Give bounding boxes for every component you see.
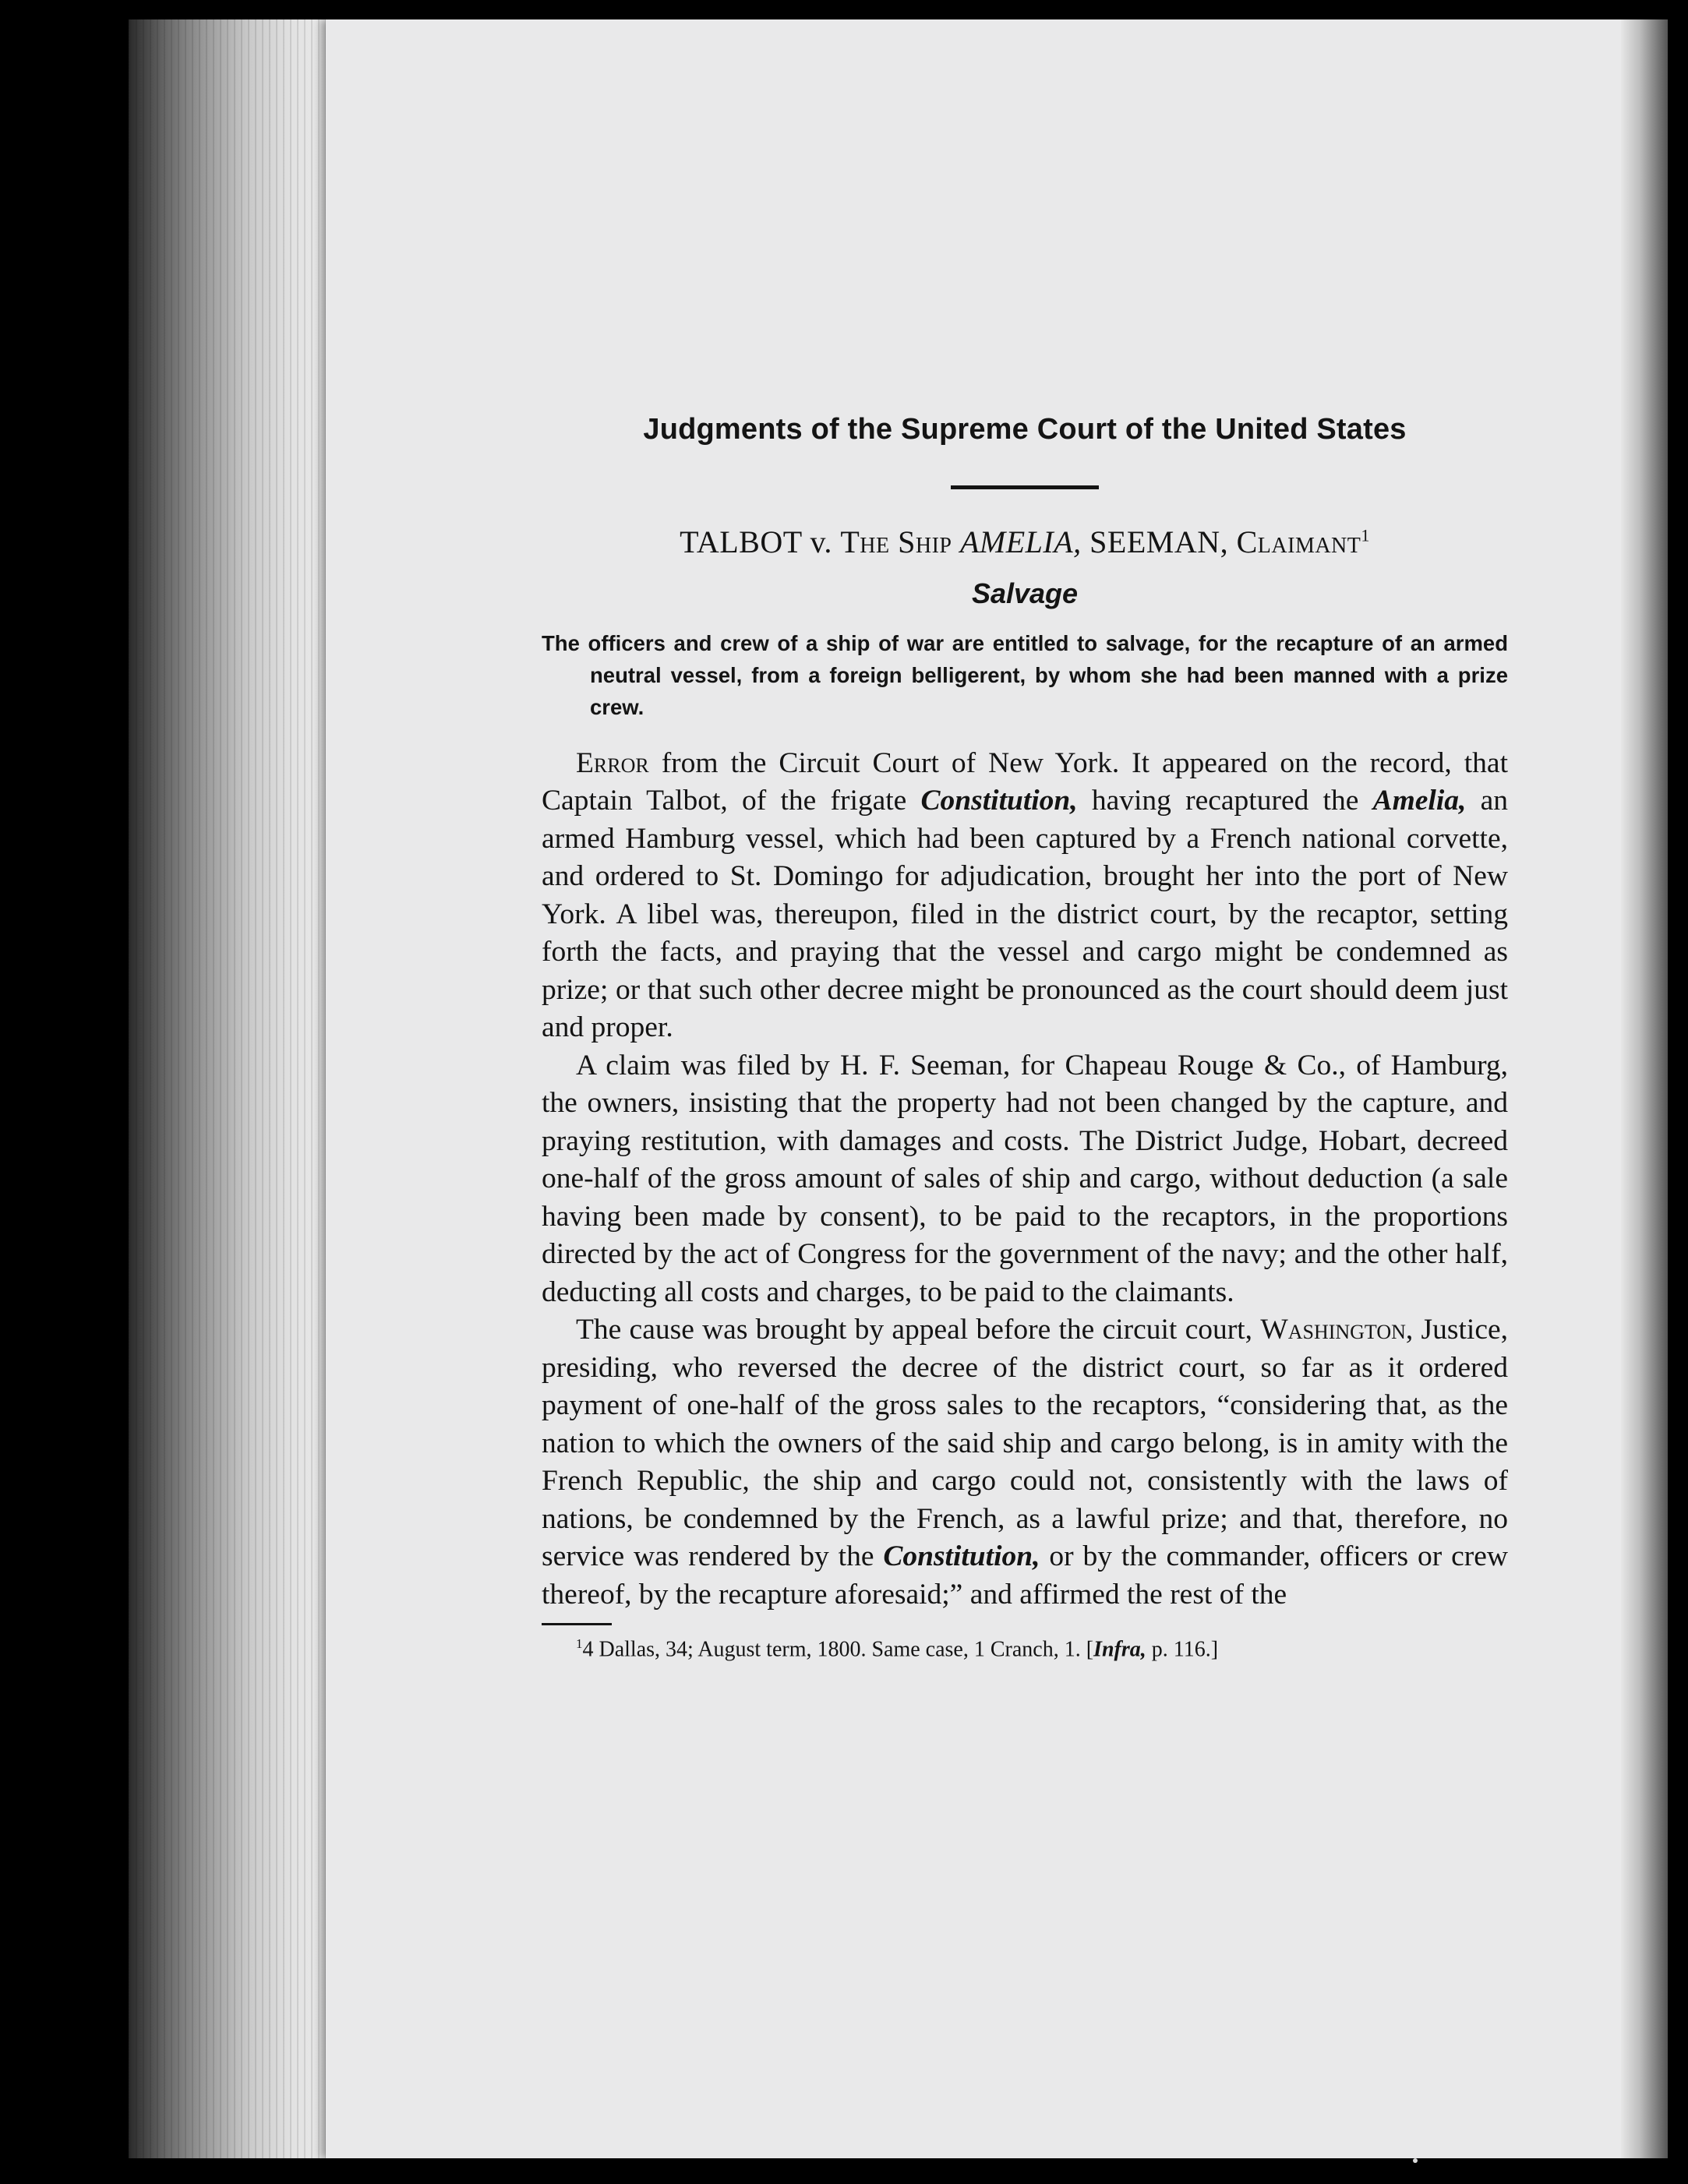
case-title-note-ref: 1: [1361, 525, 1370, 545]
paragraph-1-text-c: an armed Hamburg vessel, which had been captured by a French national corvette, and ordered to St. Domingo for adjudication, brought her into the port of New York. A libel was, thereupon, filed in the district court, by the recaptor, setting forth the facts, and praying that the vessel and cargo might be condemned as prize; or that such other decree might be pronounced as the court should deem just and proper.: [542, 785, 1508, 1043]
paragraph-3-ship-constitution: Constitution,: [883, 1540, 1040, 1572]
running-title: Judgments of the Supreme Court of the United States: [643, 413, 1407, 446]
title-rule: [951, 485, 1099, 489]
case-title-claimant: Claimant: [1236, 524, 1361, 559]
paragraph-1-lead: Error: [576, 746, 649, 779]
case-title-part1: TALBOT v.: [680, 524, 841, 559]
scan-speck: [1413, 2158, 1418, 2163]
paragraph-3-text-c: or by the commander, officers or crew thereof, by the recapture aforesaid;” and affirmed the rest of the: [542, 1540, 1508, 1611]
footnote: [542, 1628, 1508, 1665]
paragraph-3: [542, 1311, 1508, 1614]
paragraph-3-text-b: , Justice, presiding, who reversed the decree of the district court, so far as it ordered payment of one-half of the gross sales to the recaptors, “considering that, as the nation to which the owners of the said ship and cargo belong, is in amity with the French Republic, the ship and cargo could not, consistently with the laws of nations, be condemned by the French, as a lawful prize; and that, therefore, no service was rendered by the: [542, 1314, 1508, 1572]
case-title-ship: AMELIA,: [959, 524, 1082, 559]
footnote-text-a: 4 Dallas, 34; August term, 1800. Same case, 1 Cranch, 1. [: [582, 1637, 1094, 1662]
subject-heading: Salvage: [971, 577, 1079, 609]
paragraph-3-justice-name: Washington: [1260, 1314, 1406, 1346]
book-page-edge-lines: [129, 19, 347, 2158]
paragraph-3-text-a: The cause was brought by appeal before the circuit court,: [576, 1314, 1261, 1346]
footnote-number: 1: [576, 1636, 583, 1651]
paragraph-2: A claim was filed by H. F. Seeman, for Chapeau Rouge & Co., of Hamburg, the owners, insisting that the property had not been changed by the capture, and praying restitution, with damages and costs. The District Judge, Hobart, decreed one-half of the gross amount of sales of ship and cargo, without deduction (a sale having been made by consent), to be paid to the recaptors, in the proportions directed by the act of Congress for the government of the navy; and the other half, deducting all costs and charges, to be paid to the claimants.: [542, 1049, 1508, 1308]
case-title-part3: SEEMAN,: [1081, 524, 1237, 559]
paragraph-1: [542, 745, 1508, 1047]
footnote-rule: [542, 1623, 612, 1625]
paragraph-1-text-a: from the Circuit Court of New York. It appeared on the record, that Captain Talbot, of the frigate: [542, 746, 1508, 817]
case-title: [542, 524, 1508, 560]
footnote-text-b: p. 116.]: [1146, 1637, 1219, 1662]
paragraph-1-text-b: having recaptured the: [1077, 785, 1373, 817]
page-right-shadow: [1621, 19, 1668, 2158]
case-title-part2: The Ship: [840, 524, 960, 559]
paragraph-1-ship-constitution: Constitution,: [920, 785, 1078, 817]
headnote: The officers and crew of a ship of war are entitled to salvage, for the recapture of an armed neutral vessel, from a foreign belligerent, by whom she had been manned with a prize crew.: [542, 631, 1508, 719]
footnote-infra: Infra,: [1093, 1637, 1146, 1662]
page-content: [542, 413, 1508, 1687]
paragraph-1-ship-amelia: Amelia,: [1372, 785, 1467, 817]
